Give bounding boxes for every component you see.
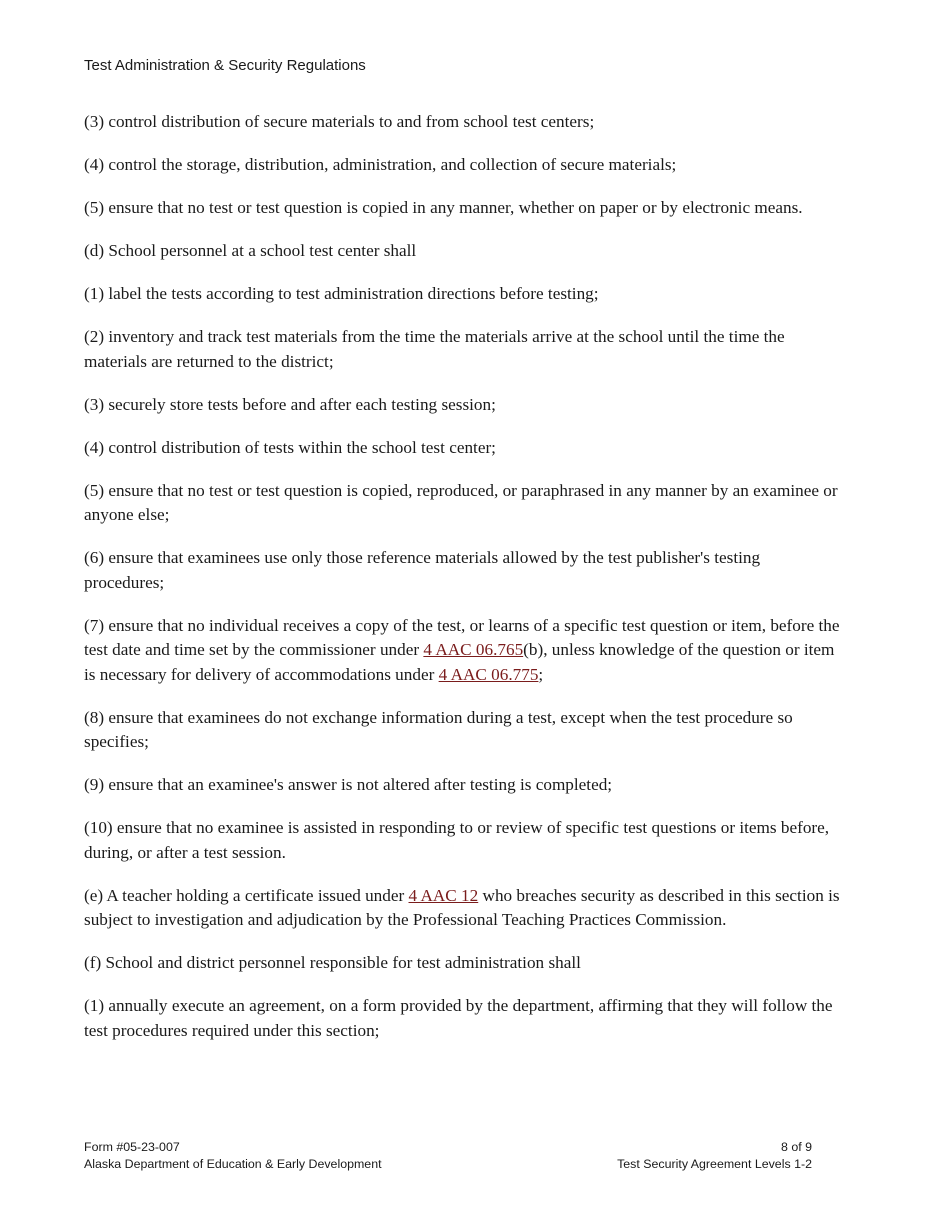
paragraph-text: ; <box>538 664 544 684</box>
paragraph: (1) annually execute an agreement, on a form provided by the department, affirming that they will follow the test procedures required under this section; <box>84 996 833 1040</box>
paragraph: (2) inventory and track test materials from the time the materials arrive at the school until the time the materials are returned to the district; <box>84 327 785 371</box>
paragraph-with-links <box>84 614 844 688</box>
paragraph-text: (b), unless knowledge of the question or item is necessary for delivery of accommodations under <box>84 640 835 684</box>
form-number: Form #05-23-007 <box>84 1140 180 1154</box>
paragraph: (1) label the tests according to test administration directions before testing; <box>84 284 599 303</box>
paragraph-text: who breaches security as described in this section is subject to investigation and adjudication by the Professional Teaching Practices Commission. <box>84 885 840 929</box>
paragraph: (10) ensure that no examinee is assisted in responding to or review of specific test questions or items before, during, or after a test session. <box>84 818 830 862</box>
paragraph: (4) control the storage, distribution, administration, and collection of secure materials; <box>84 155 677 174</box>
paragraph: (4) control distribution of tests within the school test center; <box>84 437 496 457</box>
footer-left <box>84 1139 382 1173</box>
footer-right <box>617 1139 812 1173</box>
paragraph: (9) ensure that an examinee's answer is not altered after testing is completed; <box>84 775 613 794</box>
section-heading-d: (d) School personnel at a school test center shall <box>84 241 417 260</box>
paragraph: (3) securely store tests before and after each testing session; <box>84 394 496 414</box>
paragraph: (6) ensure that examinees use only those reference materials allowed by the test publisher's testing procedures; <box>84 548 761 592</box>
link-4-aac-12[interactable]: 4 AAC 12 <box>408 885 479 905</box>
paragraph-with-links <box>84 884 844 933</box>
department-name: Alaska Department of Education & Early Development <box>84 1157 382 1171</box>
paragraph: (8) ensure that examinees do not exchange information during a test, except when the test procedure so specifies; <box>84 707 793 751</box>
paragraph: (5) ensure that no test or test question is copied, reproduced, or paraphrased in any manner by an examinee or anyone else; <box>84 480 838 524</box>
page-number: 8 of 9 <box>780 1140 812 1154</box>
paragraph: (5) ensure that no test or test question is copied in any manner, whether on paper or by electronic means. <box>84 198 803 217</box>
link-4-aac-06-765[interactable]: 4 AAC 06.765 <box>423 640 524 659</box>
section-heading-f: (f) School and district personnel responsible for test administration shall <box>84 953 581 972</box>
running-header: Test Administration & Security Regulations <box>84 57 366 74</box>
document-title: Test Security Agreement Levels 1-2 <box>617 1157 812 1171</box>
paragraph-text: (e) A teacher holding a certificate issued under <box>84 885 409 905</box>
paragraph: (3) control distribution of secure materials to and from school test centers; <box>84 112 595 131</box>
link-4-aac-06-775[interactable]: 4 AAC 06.775 <box>438 664 539 684</box>
document-body <box>84 110 844 1062</box>
paragraph-text: (7) ensure that no individual receives a copy of the test, or learns of a specific test question or item, before the test date and time set by the commissioner under <box>84 615 840 659</box>
